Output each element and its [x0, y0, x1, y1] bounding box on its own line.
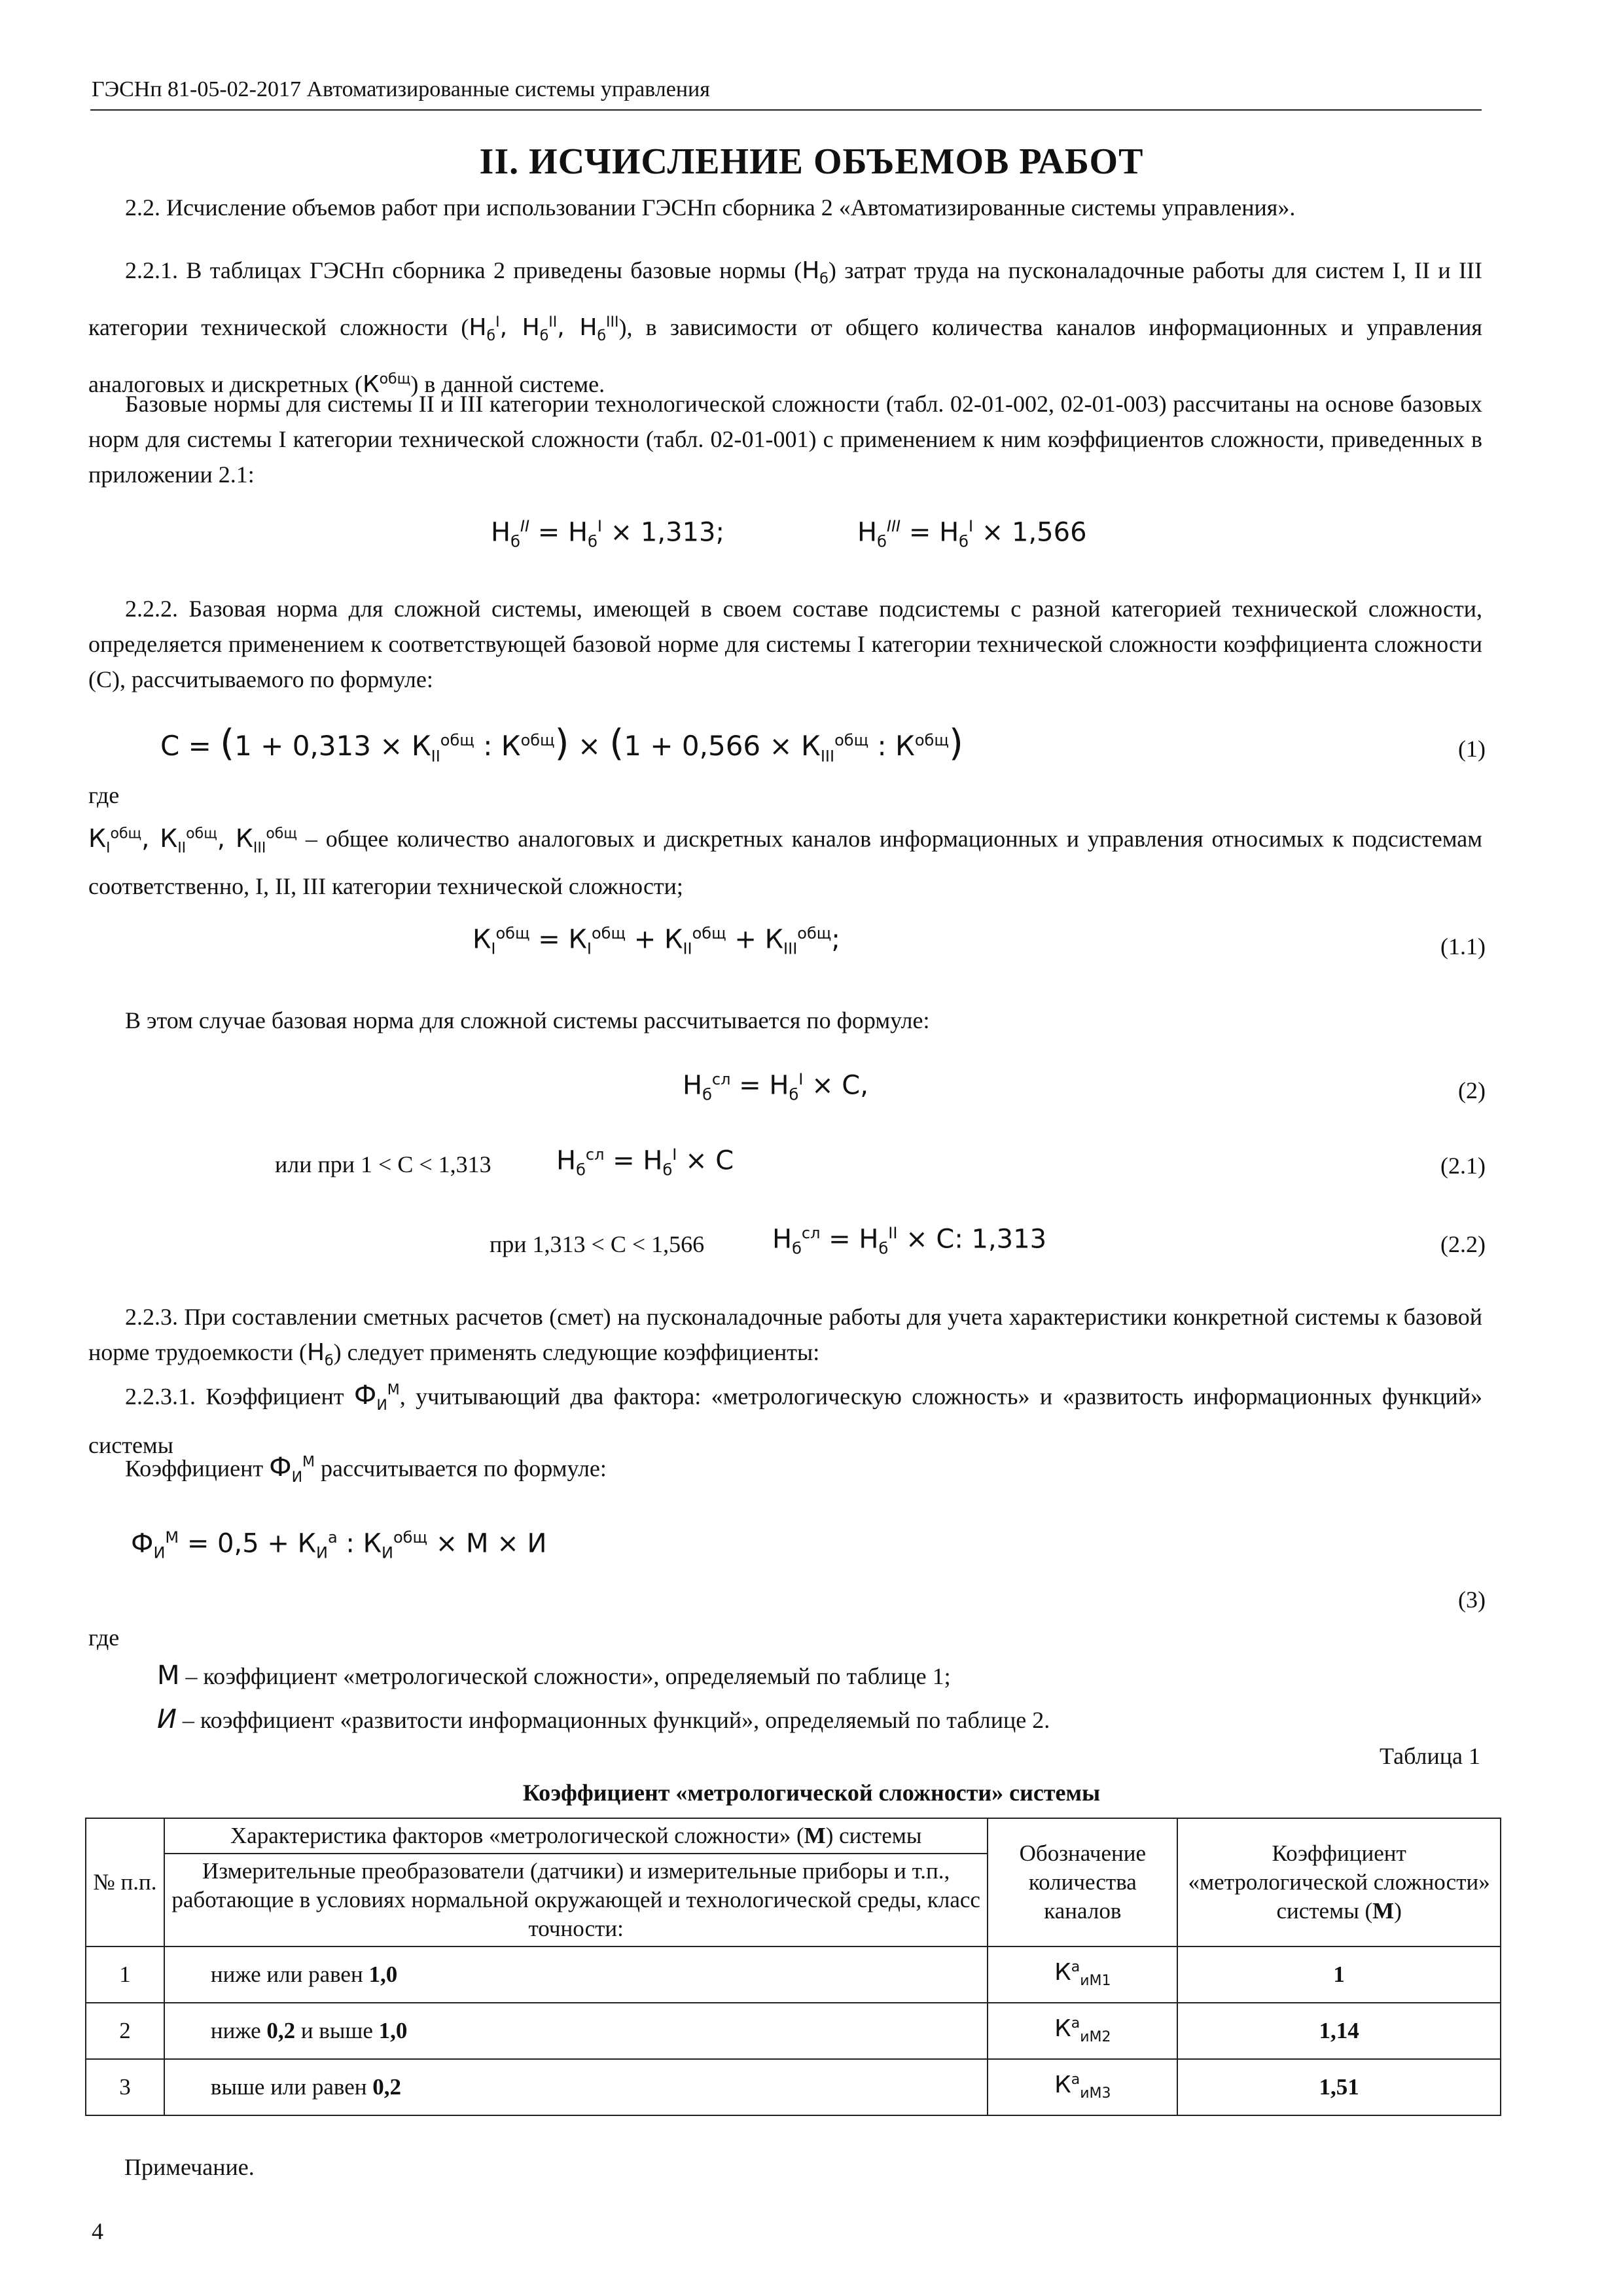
paragraph-base-norms-text: Базовые нормы для системы II и III категории технологической сложности (табл. 02-01-002, 02-01-003) рассчитаны на основе базовых норм для системы I категории технической сложности (табл. 02-01-001) с применением к ним коэффициентов сложности, приведенных в приложении 2.1:: [88, 391, 1482, 488]
designation-sub: иМ2: [1080, 2029, 1111, 2046]
formula-hsl-case-1: $Н_б^{сл} = Н_б^I \times С$: [556, 1145, 734, 1179]
p-coef-part-a: Коэффициент: [125, 1455, 264, 1482]
header-char-a: Характеристика факторов «метрологической сложности» (: [230, 1823, 804, 1848]
p2231-part-a: 2.2.3.1. Коэффициент: [125, 1383, 344, 1410]
formula-h3: $Н_б^{III} = Н_б^I \times 1,566$: [857, 517, 1087, 551]
section-title: II. ИСЧИСЛЕНИЕ ОБЪЕМОВ РАБОТ: [479, 141, 1144, 182]
formula-2-2-condition: при 1,313 < С < 1,566: [490, 1231, 705, 1257]
row-coefficient: 1,51: [1177, 2059, 1501, 2115]
page-number: 4: [92, 2218, 103, 2244]
row-num: 3: [86, 2059, 164, 2115]
header-char-b: ) системы: [825, 1823, 922, 1848]
table-title: Коэффициент «метрологической сложности» системы: [522, 1780, 1101, 1806]
header-char-m: М: [804, 1823, 826, 1848]
p223-part-a: 2.2.3. При составлении сметных расчетов (смет) на пусконаладочные работы для учета характеристики конкретной системы к базовой норме трудоемкости (: [88, 1304, 1482, 1365]
row-text-1: ниже: [210, 2018, 267, 2043]
designation-formula: $К^а_{иМ1}$: [1054, 1959, 1111, 1990]
formula-hb-categories: $Н_б^I$, $Н_б^{II}$, $Н_б^{III}$: [469, 314, 619, 345]
header-divider: [90, 109, 1482, 111]
row-text-2: и выше: [295, 2018, 379, 2043]
table-row: [86, 1946, 1501, 2003]
coef-3: 1,566: [1012, 517, 1087, 548]
formula-c: $С = (1 + 0,313 \times К_{II}^{общ}$ : $К^{общ}) \times (1 + 0,566 \times К_{III}^{общ}$ : $К^{общ}$): [160, 722, 963, 766]
row-bold-1: 0,2: [372, 2074, 401, 2100]
formula-phi-calc: $Ф_И^М = 0,5 + К_И^а$ : $К_И^{общ} \times М \times И$: [131, 1528, 547, 1562]
paragraph-coef: [88, 1445, 1482, 1496]
equation-number-1-1: (1.1): [1440, 933, 1486, 960]
formula-m: М: [157, 1660, 180, 1691]
table-note: Примечание.: [124, 2154, 255, 2180]
row-designation: [988, 1946, 1177, 2003]
paragraph-2-2-2-text: 2.2.2. Базовая норма для сложной системы, имеющей в своем составе подсистемы с разной категорией технической сложности, определяется применением к соответствующей базовой норме для системы I категории технической сложности коэффициента сложности (С), рассчитываемого по формуле:: [88, 596, 1482, 692]
formula-hb: $Н_б$: [802, 257, 829, 288]
metrological-complexity-table: [85, 1818, 1501, 2116]
formula-i: И: [157, 1704, 177, 1734]
header-coefficient: [1177, 1818, 1501, 1946]
row-coefficient: 1: [1177, 1946, 1501, 2003]
formula-k-total: $К^{общ}$: [363, 371, 411, 399]
i-description: [157, 1702, 1479, 1738]
formula-2-1-condition: или при 1 < С < 1,313: [275, 1151, 491, 1177]
k-description: [88, 815, 1482, 905]
equation-number-2: (2): [1458, 1077, 1486, 1103]
equation-number-1: (1): [1458, 736, 1486, 762]
header-designation: Обозначение количества каналов: [988, 1818, 1177, 1946]
table-header-row: [86, 1818, 1501, 1854]
equation-number-3: (3): [1458, 1587, 1486, 1613]
running-header: ГЭСНп 81-05-02-2017 Автоматизированные системы управления: [92, 77, 710, 101]
row-num: 1: [86, 1946, 164, 2003]
row-text-1: выше или равен: [210, 2074, 373, 2100]
p221-part-a: 2.2.1. В таблицах ГЭСНп сборника 2 приведены базовые нормы (: [125, 257, 802, 283]
row-text-1: ниже или равен: [210, 1962, 369, 1987]
p221-part-d: ) в данной системе.: [410, 371, 605, 398]
equation-number-2-1: (2.1): [1440, 1153, 1486, 1179]
p223-part-b: ) следует применять следующие коэффициенты:: [333, 1339, 820, 1365]
row-bold-1: 0,2: [266, 2018, 296, 2043]
m-description-text: – коэффициент «метрологической сложности», определяемый по таблице 1;: [185, 1663, 951, 1689]
header-characteristic: [164, 1818, 988, 1854]
designation-sub: иМ3: [1080, 2085, 1111, 2102]
designation-formula: $К^а_{иМ3}$: [1054, 2072, 1111, 2102]
designation-formula: $К^а_{иМ2}$: [1054, 2015, 1111, 2046]
paragraph-complex-system: [88, 1003, 1482, 1038]
i-description-text: – коэффициент «развитости информационных функций», определяемый по таблице 2.: [182, 1707, 1050, 1733]
row-num: 2: [86, 2003, 164, 2059]
coef-2: 1,313: [640, 517, 716, 548]
p-coef-part-b: рассчитывается по формуле:: [321, 1455, 607, 1482]
p2231-part-b: , учитывающий два фактора: «метрологическую сложность» и «развитость информационных функций» системы: [88, 1383, 1482, 1459]
header-coef-b: ): [1394, 1898, 1402, 1924]
row-coefficient: 1,14: [1177, 2003, 1501, 2059]
header-num: № п.п.: [86, 1818, 164, 1946]
designation-sub: иМ1: [1080, 1973, 1111, 1990]
formula-hb-2: $Н_б$: [306, 1339, 334, 1370]
where-label-2: где: [88, 1624, 120, 1651]
formula-k-categories: $К_I^{общ}$, $К_{II}^{общ}$, $К_{III}^{общ}$: [88, 823, 298, 857]
paragraph-2-2-text: 2.2. Исчисление объемов работ при использовании ГЭСНп сборника 2 «Автоматизированные системы управления».: [125, 194, 1296, 221]
p221-part-c: ), в зависимости от общего количества каналов информационных и управления аналоговых и дискретных (: [88, 314, 1482, 398]
k-description-text: – общее количество аналоговых и дискретных каналов информационных и управления относимых к подсистемам соответственно, I, II, III категории технической сложности;: [88, 825, 1482, 900]
header-coef-a: Коэффициент «метрологической сложности» системы (: [1188, 1840, 1490, 1924]
paragraph-complex-text: В этом случае базовая норма для сложной системы рассчитывается по формуле:: [125, 1007, 930, 1033]
paragraph-2-2-1: [88, 249, 1482, 406]
header-coef-m: М: [1372, 1898, 1395, 1924]
p221-part-b: ) затрат труда на пусконаладочные работы для систем I, II и III категории технической сложности (: [88, 257, 1482, 341]
table-row: [86, 2059, 1501, 2115]
row-characteristic: [164, 2059, 988, 2115]
m-description: [157, 1658, 1479, 1694]
row-characteristic: [164, 2003, 988, 2059]
paragraph-2-2: [88, 190, 1482, 225]
equation-number-2-2: (2.2): [1440, 1231, 1486, 1257]
table-row: [86, 2003, 1501, 2059]
paragraph-2-2-3: [88, 1299, 1482, 1379]
formula-k-sum: $К_I^{общ} = К_I^{общ} + К_{II}^{общ} + К_{III}^{общ}$;: [473, 924, 840, 958]
row-bold-1: 1,0: [368, 1962, 398, 1987]
row-designation: [988, 2059, 1177, 2115]
header-subcharacteristic: Измерительные преобразователи (датчики) и измерительные приборы и т.п., работающие в условиях нормальной окружающей и технологической среды, класс точности:: [164, 1854, 988, 1946]
row-designation: [988, 2003, 1177, 2059]
formula-phi-2: $Ф_И^М$: [269, 1452, 315, 1486]
row-bold-2: 1,0: [378, 2018, 408, 2043]
formula-hsl: $Н_б^{сл} = Н_б^I \times С$,: [683, 1070, 868, 1104]
paragraph-2-2-2: [88, 591, 1482, 697]
formula-h2: $Н_б^{II} = Н_б^I \times 1,313$;: [491, 517, 724, 551]
where-label-1: где: [88, 782, 120, 808]
table-label: Таблица 1: [1380, 1743, 1480, 1769]
row-characteristic: [164, 1946, 988, 2003]
paragraph-base-norms: [88, 386, 1482, 492]
formula-hsl-case-2: $Н_б^{сл} = Н_б^{II} \times С$: 1,313: [772, 1224, 1047, 1258]
formula-phi: $Ф_И^М$: [353, 1380, 400, 1414]
